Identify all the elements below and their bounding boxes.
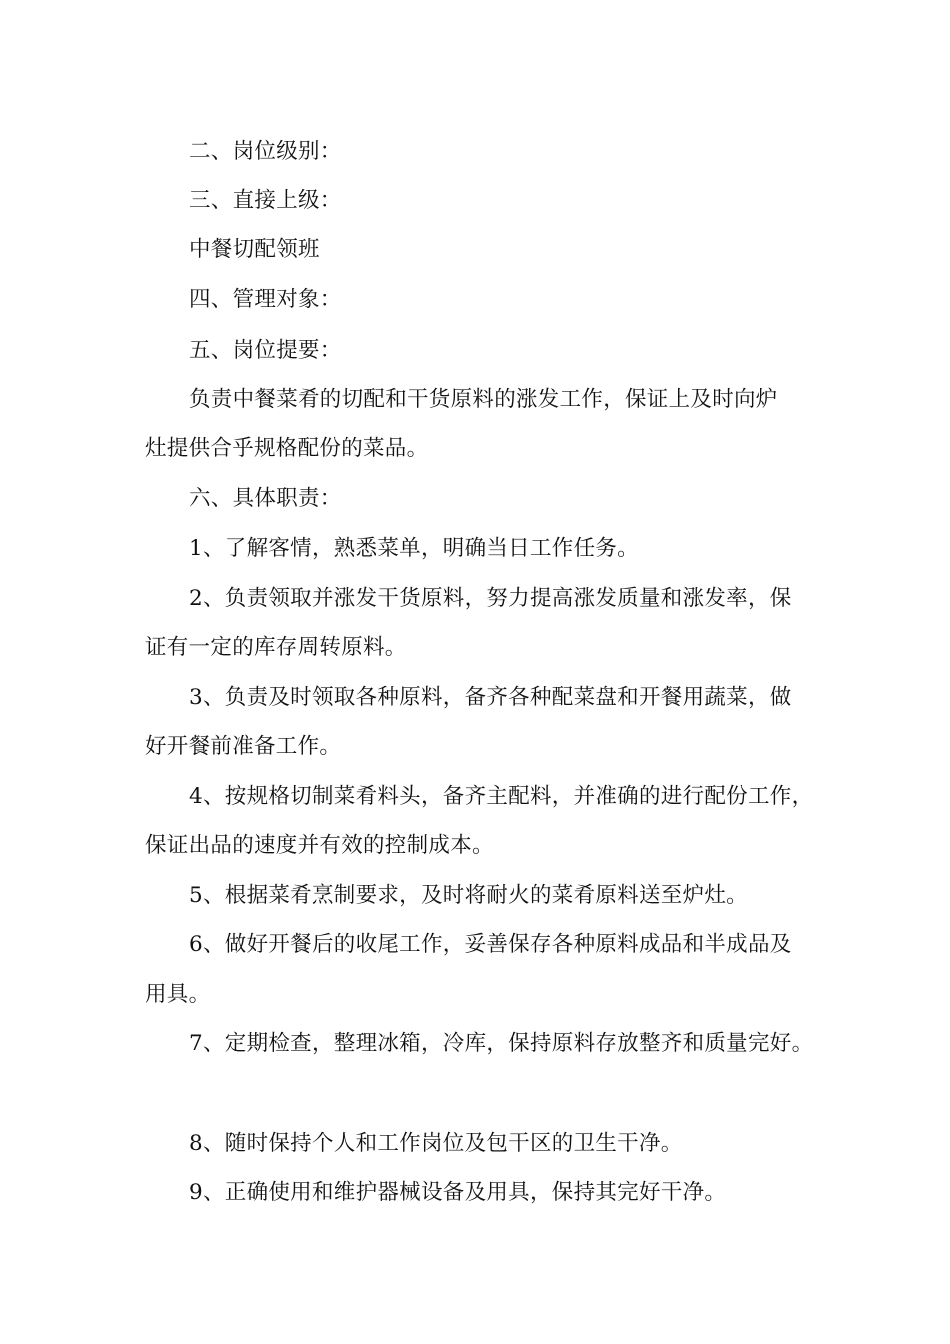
- duty-item-6-line-1: 6、做好开餐后的收尾工作，妥善保存各种原料成品和半成品及: [189, 932, 792, 957]
- duty-item-8: 8、随时保持个人和工作岗位及包干区的卫生干净。: [189, 1131, 683, 1156]
- section-heading-summary: 五、岗位提要：: [189, 338, 342, 363]
- duty-item-5: 5、根据菜肴烹制要求，及时将耐火的菜肴原料送至炉灶。: [189, 883, 748, 908]
- section-heading-duties: 六、具体职责：: [189, 486, 342, 511]
- summary-paragraph-line-1: 负责中餐菜肴的切配和干货原料的涨发工作，保证上及时向炉: [189, 387, 778, 412]
- duty-item-1: 1、了解客情，熟悉菜单，明确当日工作任务。: [189, 536, 639, 561]
- section-heading-level: 二、岗位级别：: [189, 139, 342, 164]
- duty-item-3-line-1: 3、负责及时领取各种原料，备齐各种配菜盘和开餐用蔬菜，做: [189, 685, 792, 710]
- duty-item-6-line-2: 用具。: [145, 982, 211, 1007]
- duty-item-7: 7、定期检查，整理冰箱，冷库，保持原料存放整齐和质量完好。: [189, 1031, 814, 1056]
- duty-item-3-line-2: 好开餐前准备工作。: [145, 734, 342, 759]
- section-heading-supervisor: 三、直接上级：: [189, 188, 342, 213]
- section-heading-managed: 四、管理对象：: [189, 287, 342, 312]
- duty-item-2-line-1: 2、负责领取并涨发干货原料，努力提高涨发质量和涨发率，保: [189, 586, 792, 611]
- duty-item-4-line-1: 4、按规格切制菜肴料头，备齐主配料，并准确的进行配份工作，: [189, 784, 814, 809]
- duty-item-9: 9、正确使用和维护器械设备及用具，保持其完好干净。: [189, 1180, 727, 1205]
- summary-paragraph-line-2: 灶提供合乎规格配份的菜品。: [145, 436, 429, 461]
- duty-item-2-line-2: 证有一定的库存周转原料。: [145, 635, 407, 660]
- duty-item-4-line-2: 保证出品的速度并有效的控制成本。: [145, 833, 494, 858]
- supervisor-value: 中餐切配领班: [189, 237, 320, 262]
